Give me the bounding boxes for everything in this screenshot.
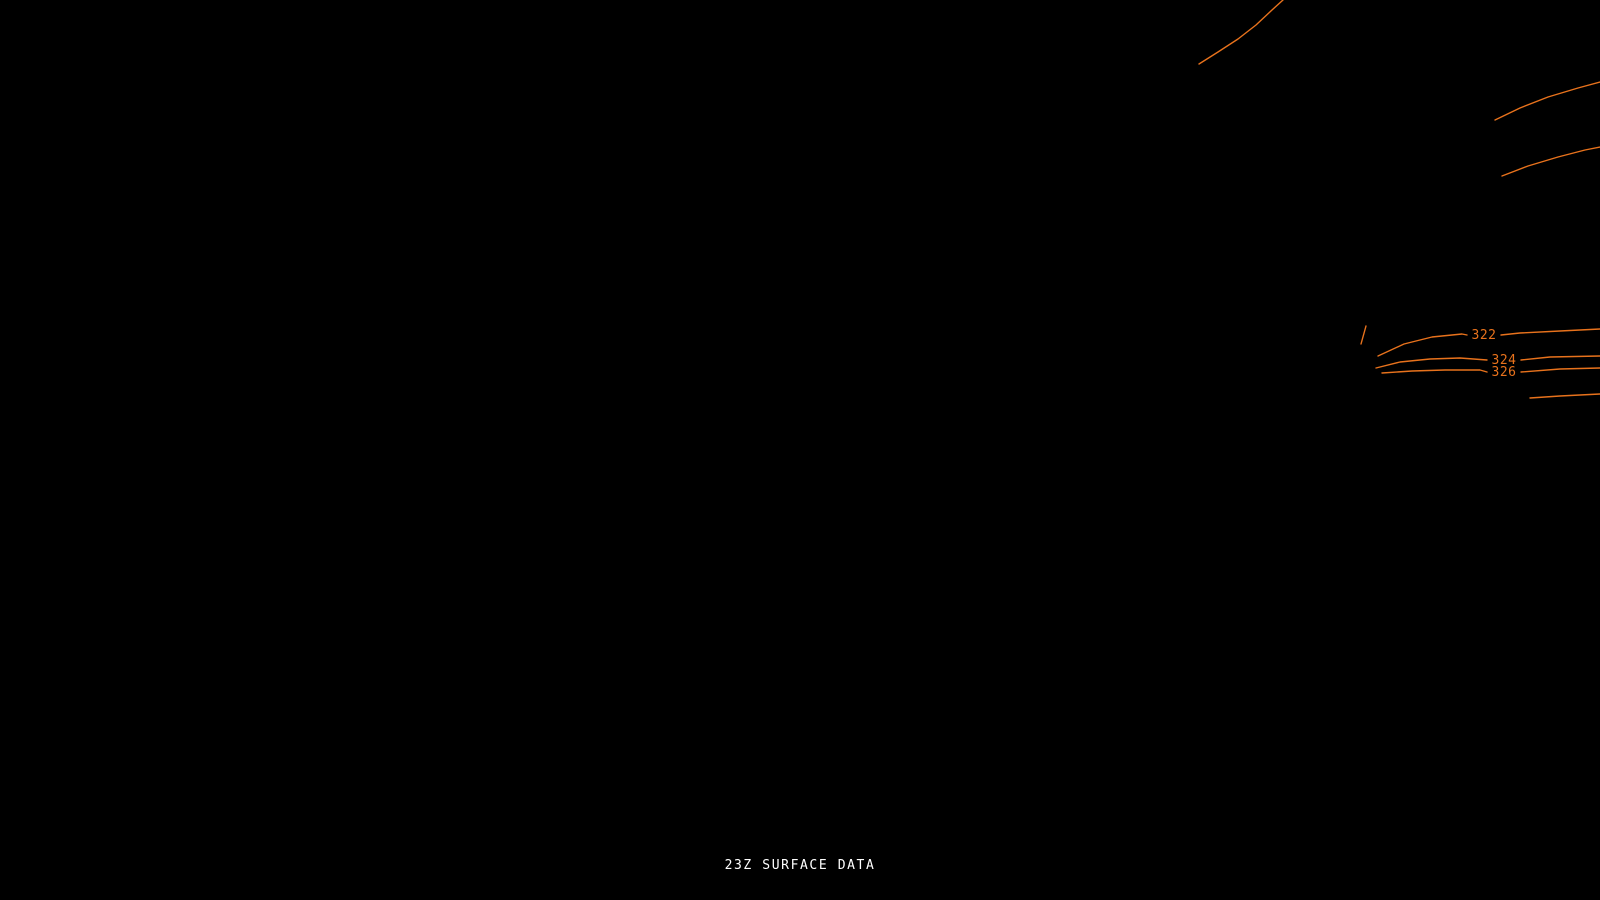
- contour-value-label: 324: [1491, 353, 1517, 368]
- contour-labels-group: [1472, 328, 1517, 380]
- contour-line: [1382, 370, 1487, 373]
- contour-lines-group: [1199, 0, 1600, 398]
- contour-line: [1502, 147, 1600, 176]
- contour-line: [1495, 82, 1600, 120]
- contour-line: [1530, 394, 1600, 398]
- contour-line: [1361, 326, 1366, 344]
- contour-line: [1521, 356, 1600, 360]
- contour-value-label: 322: [1471, 328, 1497, 343]
- map-caption: 23Z SURFACE DATA: [724, 858, 876, 873]
- contour-value-label: 326: [1491, 365, 1517, 380]
- contour-line: [1376, 358, 1487, 368]
- contour-line: [1378, 334, 1467, 356]
- contour-line: [1199, 0, 1283, 64]
- contour-line: [1521, 368, 1600, 372]
- contour-line: [1501, 329, 1600, 335]
